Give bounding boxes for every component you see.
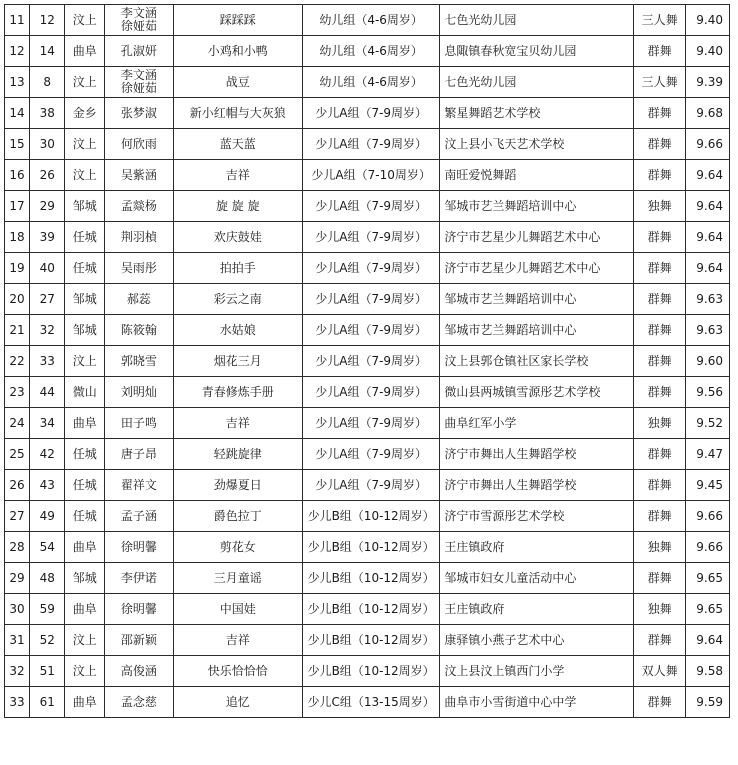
organization-cell: 息陬镇春秋宽宝贝幼儿园 [440, 36, 634, 67]
score-cell: 9.39 [686, 67, 730, 98]
age-group-cell: 少儿A组（7-9周岁） [302, 470, 440, 501]
age-group-cell: 少儿A组（7-9周岁） [302, 377, 440, 408]
table-row [5, 470, 730, 501]
organization-cell: 王庄镇政府 [440, 594, 634, 625]
row-number-cell: 17 [5, 191, 30, 222]
program-title-cell: 水姑娘 [173, 315, 302, 346]
organization-cell: 济宁市舞出人生舞蹈学校 [440, 470, 634, 501]
dance-type-cell: 群舞 [634, 160, 686, 191]
program-title-cell: 彩云之南 [173, 284, 302, 315]
organization-cell: 济宁市艺星少儿舞蹈艺术中心 [440, 222, 634, 253]
organization-cell: 曲阜市小雪街道中心中学 [440, 687, 634, 718]
score-cell: 9.60 [686, 346, 730, 377]
table-row [5, 222, 730, 253]
entry-id-cell: 26 [30, 160, 65, 191]
performer-name: 田子鸣 [120, 415, 157, 430]
score-cell: 9.59 [686, 687, 730, 718]
region-cell: 汶上 [65, 67, 105, 98]
performer-name: 孟燚杨 [120, 198, 157, 213]
table-row [5, 67, 730, 98]
row-number-cell: 12 [5, 36, 30, 67]
performer-cell [104, 439, 173, 470]
performer-cell [104, 346, 173, 377]
entry-id-cell: 48 [30, 563, 65, 594]
age-group-cell: 幼儿组（4-6周岁） [302, 36, 440, 67]
dance-type-cell: 群舞 [634, 687, 686, 718]
region-cell: 邹城 [65, 191, 105, 222]
program-title-cell: 爵色拉丁 [173, 501, 302, 532]
row-number-cell: 27 [5, 501, 30, 532]
score-cell: 9.66 [686, 532, 730, 563]
program-title-cell: 三月童谣 [173, 563, 302, 594]
performer-cell [104, 656, 173, 687]
performer-name: 徐明馨 [120, 601, 157, 616]
performer-name: 刘明灿 [120, 384, 157, 399]
row-number-cell: 16 [5, 160, 30, 191]
age-group-cell: 少儿A组（7-9周岁） [302, 129, 440, 160]
table-row [5, 532, 730, 563]
entry-id-cell: 38 [30, 98, 65, 129]
performer-cell [104, 253, 173, 284]
region-cell: 任城 [65, 253, 105, 284]
table-row [5, 284, 730, 315]
program-title-cell: 中国娃 [173, 594, 302, 625]
score-cell: 9.40 [686, 36, 730, 67]
score-cell: 9.64 [686, 222, 730, 253]
table-row [5, 98, 730, 129]
dance-type-cell: 群舞 [634, 253, 686, 284]
performer-cell [104, 625, 173, 656]
dance-type-cell: 群舞 [634, 315, 686, 346]
score-cell: 9.64 [686, 625, 730, 656]
entry-id-cell: 49 [30, 501, 65, 532]
row-number-cell: 33 [5, 687, 30, 718]
organization-cell: 微山县两城镇雪源彤艺术学校 [440, 377, 634, 408]
entry-id-cell: 29 [30, 191, 65, 222]
age-group-cell: 少儿A组（7-9周岁） [302, 191, 440, 222]
score-cell: 9.64 [686, 160, 730, 191]
dance-type-cell: 群舞 [634, 470, 686, 501]
row-number-cell: 13 [5, 67, 30, 98]
row-number-cell: 28 [5, 532, 30, 563]
organization-cell: 邹城市艺兰舞蹈培训中心 [440, 315, 634, 346]
row-number-cell: 25 [5, 439, 30, 470]
entry-id-cell: 39 [30, 222, 65, 253]
performer-name: 郝蕊 [126, 291, 151, 306]
performer-cell [104, 222, 173, 253]
performer-cell [104, 284, 173, 315]
row-number-cell: 31 [5, 625, 30, 656]
table-row [5, 625, 730, 656]
row-number-cell: 20 [5, 284, 30, 315]
program-title-cell: 欢庆鼓娃 [173, 222, 302, 253]
performer-cell [104, 67, 173, 98]
program-title-cell: 蓝天蓝 [173, 129, 302, 160]
score-cell: 9.63 [686, 284, 730, 315]
organization-cell: 济宁市舞出人生舞蹈学校 [440, 439, 634, 470]
entry-id-cell: 27 [30, 284, 65, 315]
program-title-cell: 剪花女 [173, 532, 302, 563]
table-row [5, 439, 730, 470]
entry-id-cell: 14 [30, 36, 65, 67]
entry-id-cell: 52 [30, 625, 65, 656]
table-row [5, 656, 730, 687]
performer-cell [104, 532, 173, 563]
performer-name: 孟念慈 [120, 694, 157, 709]
entry-id-cell: 30 [30, 129, 65, 160]
program-title-cell: 青春修炼手册 [173, 377, 302, 408]
row-number-cell: 22 [5, 346, 30, 377]
age-group-cell: 少儿A组（7-9周岁） [302, 284, 440, 315]
performer-name: 郭晓雪 [120, 353, 157, 368]
dance-type-cell: 群舞 [634, 563, 686, 594]
age-group-cell: 少儿A组（7-9周岁） [302, 222, 440, 253]
performer-cell [104, 36, 173, 67]
organization-cell: 七色光幼儿园 [440, 67, 634, 98]
performer-name: 徐娅茹 [120, 19, 157, 33]
dance-type-cell: 群舞 [634, 625, 686, 656]
age-group-cell: 幼儿组（4-6周岁） [302, 5, 440, 36]
region-cell: 任城 [65, 222, 105, 253]
score-cell: 9.52 [686, 408, 730, 439]
entry-id-cell: 54 [30, 532, 65, 563]
entry-id-cell: 44 [30, 377, 65, 408]
dance-type-cell: 群舞 [634, 501, 686, 532]
dance-type-cell: 群舞 [634, 439, 686, 470]
program-title-cell: 吉祥 [173, 160, 302, 191]
table-row [5, 191, 730, 222]
performer-cell [104, 408, 173, 439]
performer-name: 吴紫涵 [120, 167, 157, 182]
results-table [4, 4, 730, 718]
region-cell: 任城 [65, 501, 105, 532]
score-cell: 9.64 [686, 191, 730, 222]
performer-name: 高俊涵 [120, 663, 157, 678]
entry-id-cell: 34 [30, 408, 65, 439]
dance-type-cell: 双人舞 [634, 656, 686, 687]
region-cell: 曲阜 [65, 408, 105, 439]
dance-type-cell: 独舞 [634, 408, 686, 439]
score-cell: 9.40 [686, 5, 730, 36]
row-number-cell: 14 [5, 98, 30, 129]
row-number-cell: 26 [5, 470, 30, 501]
score-cell: 9.65 [686, 563, 730, 594]
score-cell: 9.66 [686, 129, 730, 160]
performer-cell [104, 501, 173, 532]
organization-cell: 南旺爱悦舞蹈 [440, 160, 634, 191]
performer-name: 翟祥文 [120, 477, 157, 492]
region-cell: 曲阜 [65, 594, 105, 625]
table-row [5, 315, 730, 346]
region-cell: 曲阜 [65, 687, 105, 718]
performer-cell [104, 563, 173, 594]
performer-name: 邵新颖 [120, 632, 157, 647]
program-title-cell: 追忆 [173, 687, 302, 718]
age-group-cell: 少儿A组（7-9周岁） [302, 315, 440, 346]
dance-type-cell: 三人舞 [634, 67, 686, 98]
organization-cell: 济宁市艺星少儿舞蹈艺术中心 [440, 253, 634, 284]
region-cell: 邹城 [65, 315, 105, 346]
region-cell: 任城 [65, 439, 105, 470]
performer-cell [104, 5, 173, 36]
organization-cell: 邹城市艺兰舞蹈培训中心 [440, 191, 634, 222]
row-number-cell: 24 [5, 408, 30, 439]
entry-id-cell: 61 [30, 687, 65, 718]
organization-cell: 康驿镇小燕子艺术中心 [440, 625, 634, 656]
entry-id-cell: 59 [30, 594, 65, 625]
program-title-cell: 吉祥 [173, 408, 302, 439]
dance-type-cell: 群舞 [634, 36, 686, 67]
age-group-cell: 少儿A组（7-9周岁） [302, 253, 440, 284]
performer-cell [104, 129, 173, 160]
age-group-cell: 少儿A组（7-9周岁） [302, 408, 440, 439]
dance-type-cell: 群舞 [634, 129, 686, 160]
table-row [5, 5, 730, 36]
table-row [5, 346, 730, 377]
table-row [5, 408, 730, 439]
table-row [5, 563, 730, 594]
results-table-body [5, 5, 730, 718]
organization-cell: 邹城市妇女儿童活动中心 [440, 563, 634, 594]
program-title-cell: 烟花三月 [173, 346, 302, 377]
entry-id-cell: 32 [30, 315, 65, 346]
performer-name: 陈筱翰 [120, 322, 157, 337]
row-number-cell: 18 [5, 222, 30, 253]
organization-cell: 繁星舞蹈艺术学校 [440, 98, 634, 129]
organization-cell: 七色光幼儿园 [440, 5, 634, 36]
score-cell: 9.68 [686, 98, 730, 129]
table-row [5, 377, 730, 408]
age-group-cell: 少儿A组（7-9周岁） [302, 439, 440, 470]
entry-id-cell: 42 [30, 439, 65, 470]
program-title-cell: 劲爆夏日 [173, 470, 302, 501]
age-group-cell: 少儿A组（7-9周岁） [302, 98, 440, 129]
dance-type-cell: 独舞 [634, 594, 686, 625]
region-cell: 曲阜 [65, 532, 105, 563]
program-title-cell: 吉祥 [173, 625, 302, 656]
region-cell: 汶上 [65, 160, 105, 191]
dance-type-cell: 独舞 [634, 191, 686, 222]
program-title-cell: 小鸡和小鸭 [173, 36, 302, 67]
score-cell: 9.58 [686, 656, 730, 687]
dance-type-cell: 群舞 [634, 98, 686, 129]
performer-name: 唐子昂 [120, 446, 157, 461]
table-row [5, 253, 730, 284]
performer-cell [104, 160, 173, 191]
age-group-cell: 幼儿组（4-6周岁） [302, 67, 440, 98]
table-row [5, 501, 730, 532]
performer-cell [104, 377, 173, 408]
entry-id-cell: 8 [30, 67, 65, 98]
age-group-cell: 少儿B组（10-12周岁） [302, 594, 440, 625]
program-title-cell: 快乐恰恰恰 [173, 656, 302, 687]
table-row [5, 594, 730, 625]
region-cell: 汶上 [65, 346, 105, 377]
region-cell: 金乡 [65, 98, 105, 129]
score-cell: 9.56 [686, 377, 730, 408]
age-group-cell: 少儿A组（7-10周岁） [302, 160, 440, 191]
score-cell: 9.66 [686, 501, 730, 532]
region-cell: 汶上 [65, 625, 105, 656]
age-group-cell: 少儿B组（10-12周岁） [302, 501, 440, 532]
performer-name: 张梦淑 [120, 105, 157, 120]
performer-name: 孔淑妍 [120, 43, 157, 58]
row-number-cell: 15 [5, 129, 30, 160]
program-title-cell: 踩踩踩 [173, 5, 302, 36]
performer-cell [104, 687, 173, 718]
performer-cell [104, 594, 173, 625]
table-row [5, 687, 730, 718]
dance-type-cell: 独舞 [634, 532, 686, 563]
performer-cell [104, 470, 173, 501]
region-cell: 汶上 [65, 656, 105, 687]
age-group-cell: 少儿B组（10-12周岁） [302, 532, 440, 563]
dance-type-cell: 群舞 [634, 284, 686, 315]
row-number-cell: 29 [5, 563, 30, 594]
row-number-cell: 19 [5, 253, 30, 284]
program-title-cell: 旋 旋 旋 [173, 191, 302, 222]
organization-cell: 邹城市艺兰舞蹈培训中心 [440, 284, 634, 315]
age-group-cell: 少儿B组（10-12周岁） [302, 563, 440, 594]
score-cell: 9.45 [686, 470, 730, 501]
row-number-cell: 23 [5, 377, 30, 408]
performer-cell [104, 98, 173, 129]
organization-cell: 曲阜红军小学 [440, 408, 634, 439]
region-cell: 任城 [65, 470, 105, 501]
program-title-cell: 拍拍手 [173, 253, 302, 284]
region-cell: 汶上 [65, 129, 105, 160]
performer-name: 徐明馨 [120, 539, 157, 554]
dance-type-cell: 群舞 [634, 222, 686, 253]
performer-name: 李伊诺 [120, 570, 157, 585]
region-cell: 邹城 [65, 284, 105, 315]
performer-name: 徐娅茹 [120, 81, 157, 95]
score-cell: 9.64 [686, 253, 730, 284]
performer-name: 孟子涵 [120, 508, 157, 523]
performer-name: 李文涵 [120, 68, 157, 82]
score-cell: 9.47 [686, 439, 730, 470]
region-cell: 曲阜 [65, 36, 105, 67]
entry-id-cell: 12 [30, 5, 65, 36]
age-group-cell: 少儿B组（10-12周岁） [302, 656, 440, 687]
dance-type-cell: 群舞 [634, 377, 686, 408]
entry-id-cell: 33 [30, 346, 65, 377]
organization-cell: 王庄镇政府 [440, 532, 634, 563]
row-number-cell: 11 [5, 5, 30, 36]
region-cell: 汶上 [65, 5, 105, 36]
score-cell: 9.65 [686, 594, 730, 625]
program-title-cell: 新小红帽与大灰狼 [173, 98, 302, 129]
score-cell: 9.63 [686, 315, 730, 346]
organization-cell: 汶上县郭仓镇社区家长学校 [440, 346, 634, 377]
table-row [5, 160, 730, 191]
performer-name: 何欣雨 [120, 136, 157, 151]
entry-id-cell: 43 [30, 470, 65, 501]
table-row [5, 36, 730, 67]
dance-type-cell: 三人舞 [634, 5, 686, 36]
organization-cell: 汶上县汶上镇西门小学 [440, 656, 634, 687]
region-cell: 微山 [65, 377, 105, 408]
organization-cell: 汶上县小飞天艺术学校 [440, 129, 634, 160]
program-title-cell: 战豆 [173, 67, 302, 98]
performer-cell [104, 315, 173, 346]
row-number-cell: 32 [5, 656, 30, 687]
region-cell: 邹城 [65, 563, 105, 594]
row-number-cell: 21 [5, 315, 30, 346]
performer-name: 吴雨彤 [120, 260, 157, 275]
performer-name: 李文涵 [120, 6, 157, 20]
entry-id-cell: 40 [30, 253, 65, 284]
dance-type-cell: 群舞 [634, 346, 686, 377]
organization-cell: 济宁市雪源彤艺术学校 [440, 501, 634, 532]
table-row [5, 129, 730, 160]
age-group-cell: 少儿A组（7-9周岁） [302, 346, 440, 377]
program-title-cell: 轻跳旋律 [173, 439, 302, 470]
entry-id-cell: 51 [30, 656, 65, 687]
age-group-cell: 少儿B组（10-12周岁） [302, 625, 440, 656]
performer-name: 荆羽楨 [120, 229, 157, 244]
row-number-cell: 30 [5, 594, 30, 625]
performer-cell [104, 191, 173, 222]
age-group-cell: 少儿C组（13-15周岁） [302, 687, 440, 718]
